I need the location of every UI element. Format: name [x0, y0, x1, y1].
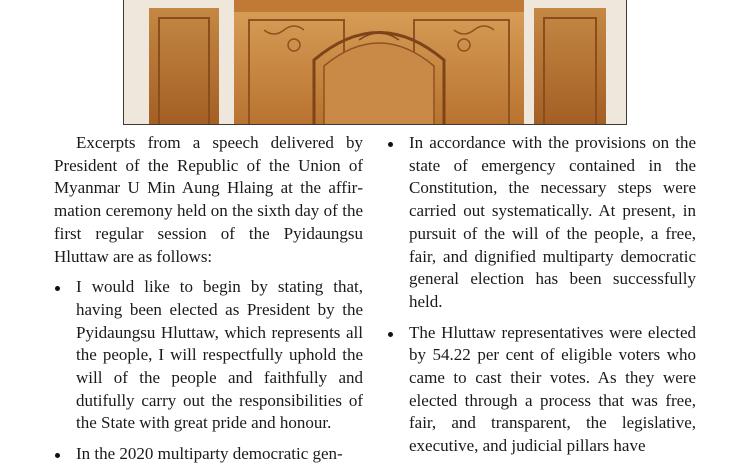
right-bullet-list: [387, 132, 696, 458]
list-item: [54, 276, 363, 435]
bullet-text: I would like to begin by stating that, having been elected as President by the Pyidaungsu Hluttaw, which represents all the people, I will respectfully uphold the will of the people and faithfully and dutifully carry out the responsibilities of the State with great pride and honour.: [76, 277, 363, 433]
bullet-text: In accordance with the provisions on the state of emergency contained in the Constitution, the necessary steps were carried out systematically. At present, in pursuit of the will of the people, a free, fair, and dignified multiparty democratic general election has been successfully held.: [409, 133, 696, 311]
left-column: [54, 132, 363, 466]
bullet-icon: [388, 142, 393, 147]
bullet-icon: [55, 453, 60, 458]
bullet-text: In the 2020 multiparty democratic gen-: [76, 444, 343, 464]
left-bullet-list: [54, 276, 363, 466]
right-column: [387, 132, 696, 458]
list-item: [387, 322, 696, 458]
bullet-icon: [55, 286, 60, 291]
podium-image: [124, 0, 627, 125]
intro-paragraph: Excerpts from a speech delivered by President of the Republic of the Union of Myanmar U Min Aung Hlaing at the affirmation ceremony held on the sixth day of the first regular session of the Pyidaungsu Hluttaw are as follows:: [54, 133, 363, 266]
bullet-text: The Hluttaw representatives were elected by 54.22 per cent of eligible voters who came to cast their votes. As they were elected through a process that was free, fair, and transparent, the legislative, executive, and judicial pillars have: [409, 322, 696, 456]
list-item: [387, 132, 696, 314]
bullet-icon: [388, 332, 393, 337]
podium-photo: [123, 0, 627, 125]
list-item: [54, 443, 363, 466]
